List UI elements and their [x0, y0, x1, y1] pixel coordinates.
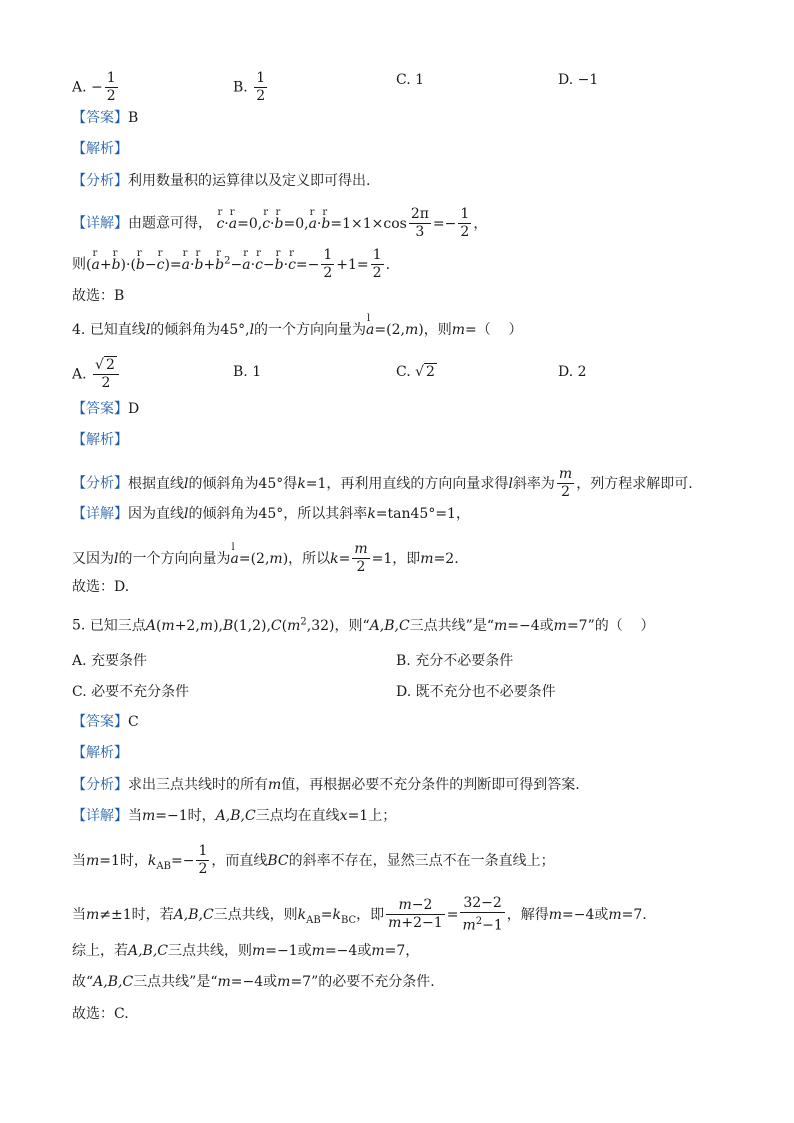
q3-then: [72, 247, 390, 282]
xiangjie-text: 当m≠±1时，若A,B,C三点共线，则$k_{AB}=k_{BC}$，即 $\frac{m-2}{m+2-1}$ = $\frac{32-2}{m^2-1}$ ，解得m=−4或m=7.: [72, 895, 647, 934]
then-text: 则: [72, 256, 86, 273]
xiangjie-text: 综上，若A,B,C三点共线，则m=−1或m=−4或m=7，: [72, 943, 420, 959]
q5-stem: [72, 612, 655, 636]
q4-analysis-tag: [72, 430, 128, 450]
stem-text: 已知直线: [89, 322, 146, 338]
answer-value: C: [128, 714, 139, 730]
option-label: B.: [233, 79, 248, 96]
formula: r c·r a=0,r c·r b=0,r a·r b=1×1×cos $\frac{2\pi}{3}$ =− $\frac{1}{2}$ ，: [216, 216, 487, 232]
xiangjie-text: 由题意可得，: [128, 215, 212, 232]
answer-tag: 【答案】: [72, 401, 128, 417]
option-text: 1: [252, 364, 262, 380]
q3-option-b: [233, 70, 269, 105]
formula: (r a+r b)·(r b−r c)=r a·r b+r $b^2-r$ a·r c−r b·r c=− $\frac{1}{2}$ +1= $\frac{1}{2}$ .: [86, 257, 390, 273]
option-math: √ 2: [415, 364, 435, 380]
choice-text: 故选：D.: [72, 579, 130, 595]
analysis-tag: 【解析】: [72, 432, 128, 448]
xiangjie-tag: 【详解】: [72, 808, 128, 824]
choice-text: 故选：C.: [72, 1006, 129, 1022]
option-label: B.: [396, 653, 411, 669]
q3-answer: [72, 108, 138, 128]
answer-value: B: [128, 110, 139, 126]
answer-tag: 【答案】: [72, 110, 128, 126]
q4-option-b: [233, 364, 261, 380]
xiangjie-text: 因为直线l的倾斜角为45°，所以其斜率k=tan45°=1，: [128, 506, 470, 522]
option-label: A.: [72, 653, 87, 669]
q4-answer: [72, 399, 139, 419]
q5-option-a: [72, 650, 147, 670]
q5-answer: [72, 712, 139, 732]
option-label: D.: [558, 72, 574, 88]
q3-option-c: [396, 72, 424, 88]
q5-option-b: [396, 650, 513, 670]
q5-line-2: [72, 843, 555, 878]
stem-text: 已知三点$A(m+2,m),B(1,2),C(m^2,32)$，则“A,B,C三点共线”是“m=−4或m=7”的（ ）: [89, 616, 655, 634]
q3-option-a: [72, 70, 120, 105]
question-number: 5.: [72, 617, 86, 634]
q5-xiangjie: [72, 806, 396, 826]
option-text: 既不充分也不必要条件: [415, 684, 556, 700]
stem-math: l的倾斜角为45°,l的一个方向向量为l a=(2,m)，则m=（ ）: [146, 322, 523, 338]
answer-value: D: [128, 401, 140, 417]
option-label: A.: [72, 366, 87, 383]
option-label: A.: [72, 79, 87, 96]
fenxi-text: 求出三点共线时的所有m值，再根据必要不充分条件的判断即可得到答案.: [128, 777, 580, 793]
option-text: −: [91, 79, 103, 96]
q5-line-5: [72, 972, 435, 992]
q5-choice: [72, 1004, 129, 1024]
fenxi-text: 利用数量积的运算律以及定义即可得出.: [128, 173, 371, 189]
fenxi-tag: 【分析】: [72, 173, 128, 189]
xiangjie-text: 当m=−1时，A,B,C三点均在直线x=1上；: [128, 808, 397, 824]
answer-tag: 【答案】: [72, 714, 128, 730]
option-label: C.: [396, 364, 411, 380]
option-text: 1: [415, 72, 425, 88]
q4-choice: [72, 577, 129, 597]
fenxi-tag: 【分析】: [72, 777, 128, 793]
q3-xiangjie: [72, 206, 487, 241]
option-text: 2: [577, 364, 587, 380]
fraction: $\frac{1}{2}$: [106, 70, 116, 104]
q4-option-c: [396, 364, 437, 380]
q3-option-d: [558, 72, 598, 88]
analysis-tag: 【解析】: [72, 745, 128, 761]
q5-option-c: [72, 681, 189, 701]
q3-choice: [72, 286, 124, 306]
q5-analysis-tag: [72, 743, 128, 763]
option-text: 充要条件: [91, 653, 148, 669]
xiangjie-tag: 【详解】: [72, 506, 128, 522]
xiangjie-text: 故“A,B,C三点共线”是“m=−4或m=7”的必要不充分条件.: [72, 974, 435, 990]
question-number: 4.: [72, 322, 86, 338]
xiangjie-text: 当m=1时，$k_{AB}=-$ $\frac{1}{2}$ ，而直线BC的斜率不存在，显然三点不在一条直线上；: [72, 843, 555, 877]
q5-line-3: [72, 895, 647, 935]
option-text: −1: [577, 72, 599, 88]
q4-xiangjie-2: [72, 541, 459, 576]
option-label: C.: [396, 72, 411, 88]
option-label: B.: [233, 364, 248, 380]
fenxi-tag: 【分析】: [72, 475, 128, 492]
q5-fenxi: [72, 775, 580, 795]
option-label: D.: [558, 364, 574, 380]
choice-text: 故选：B: [72, 288, 125, 304]
fraction: $\frac{1}{2}$: [256, 70, 266, 104]
q3-analysis-tag: [72, 139, 128, 159]
fraction: $\frac{√ 2}{2}$: [93, 357, 119, 392]
q4-xiangjie: [72, 504, 470, 524]
q5-option-d: [396, 681, 556, 701]
analysis-tag: 【解析】: [72, 141, 128, 157]
q4-fenxi: [72, 466, 693, 501]
option-label: D.: [396, 684, 412, 700]
q5-line-4: [72, 941, 419, 961]
q4-stem: [72, 320, 523, 340]
fenxi-text: 根据直线l的倾斜角为45°得k=1，再利用直线的方向向量求得l斜率为 $\frac{m}{2}$ ，列方程求解即可.: [128, 466, 693, 500]
xiangjie-tag: 【详解】: [72, 215, 128, 232]
xiangjie-text: 又因为l的一个方向向量为l a=(2,m)，所以k= $\frac{m}{2}$ =1，即m=2.: [72, 551, 459, 567]
option-text: 必要不充分条件: [91, 684, 190, 700]
q3-fenxi: [72, 171, 370, 191]
option-label: C.: [72, 684, 87, 700]
q4-option-a: [72, 357, 121, 392]
q4-option-d: [558, 364, 587, 380]
option-text: 充分不必要条件: [415, 653, 514, 669]
